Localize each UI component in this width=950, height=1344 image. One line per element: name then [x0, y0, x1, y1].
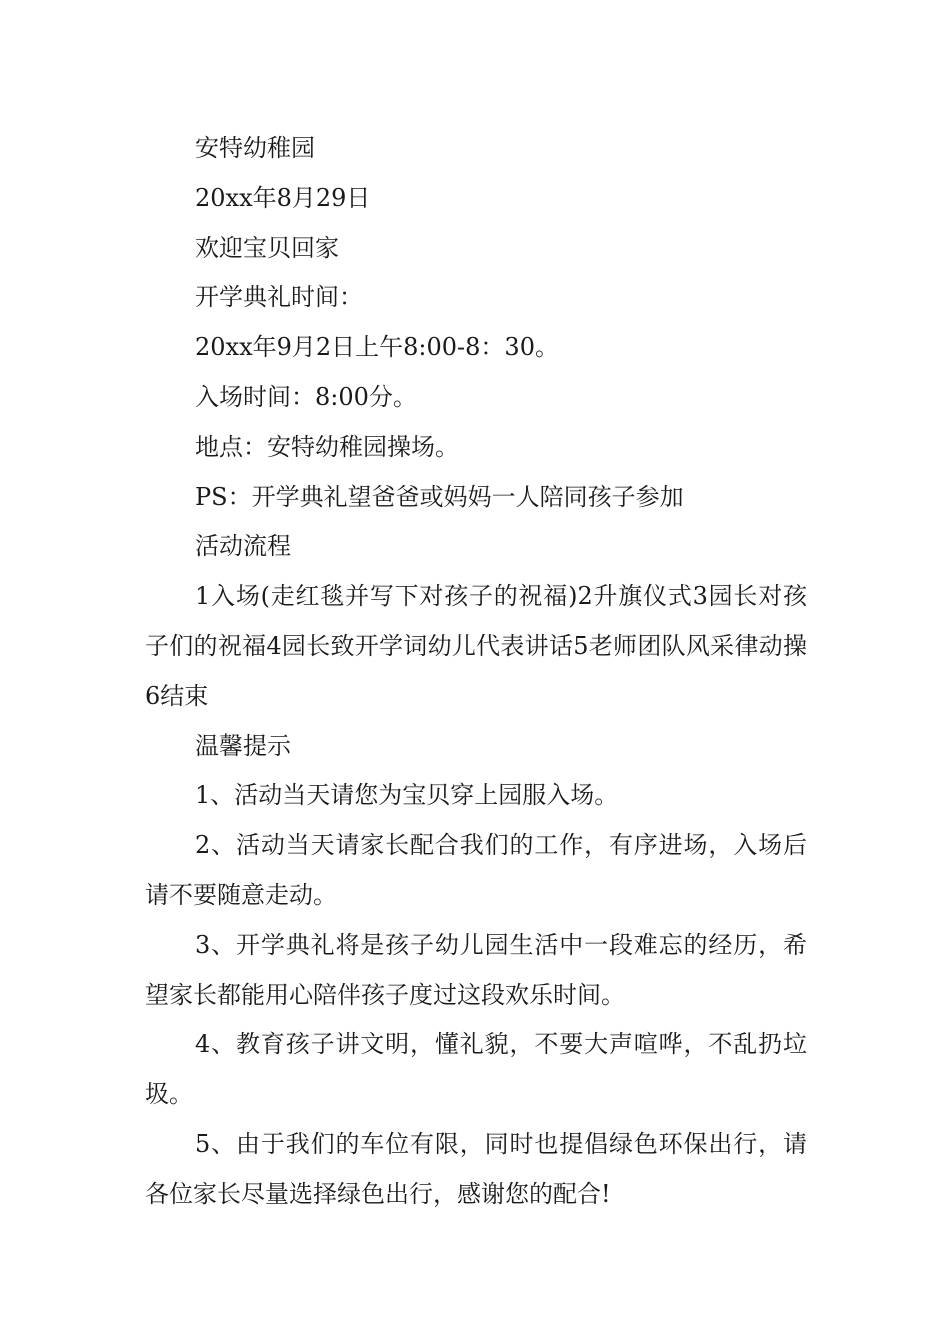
tip-item: 3、开学典礼将是孩子幼儿园生活中一段难忘的经历，希望家长都能用心陪伴孩子度过这段欢乐时间。 [145, 930, 807, 1009]
agenda-heading: 活动流程 [195, 532, 291, 561]
ceremony-time-label: 开学典礼时间： [195, 283, 363, 312]
notice-date: 20xx年8月29日 [195, 183, 371, 212]
tip-item: 4、教育孩子讲文明，懂礼貌，不要大声喧哗，不乱扔垃圾。 [145, 1030, 807, 1109]
tips-heading: 温馨提示 [195, 731, 291, 760]
tip-item: 5、由于我们的车位有限，同时也提倡绿色环保出行，请各位家长尽量选择绿色出行，感谢您的配合! [145, 1129, 807, 1208]
agenda-steps: 1入场(走红毯并写下对孩子的祝福)2升旗仪式3园长对孩子们的祝福4园长致开学词幼儿代表讲话5老师团队风采律动操6结束 [145, 582, 807, 710]
ps-note: PS：开学典礼望爸爸或妈妈一人陪同孩子参加 [195, 482, 684, 511]
welcome-heading: 欢迎宝贝回家 [195, 233, 339, 262]
tip-item: 1、活动当天请您为宝贝穿上园服入场。 [195, 781, 619, 810]
tip-item: 2、活动当天请家长配合我们的工作，有序进场，入场后请不要随意走动。 [145, 831, 807, 909]
document-body [145, 124, 807, 1220]
kindergarten-name: 安特幼稚园 [195, 134, 315, 162]
entry-time: 入场时间：8:00分。 [195, 382, 417, 411]
location: 地点：安特幼稚园操场。 [195, 432, 459, 461]
ceremony-time-value: 20xx年9月2日上午8:00-8：30。 [195, 333, 559, 362]
